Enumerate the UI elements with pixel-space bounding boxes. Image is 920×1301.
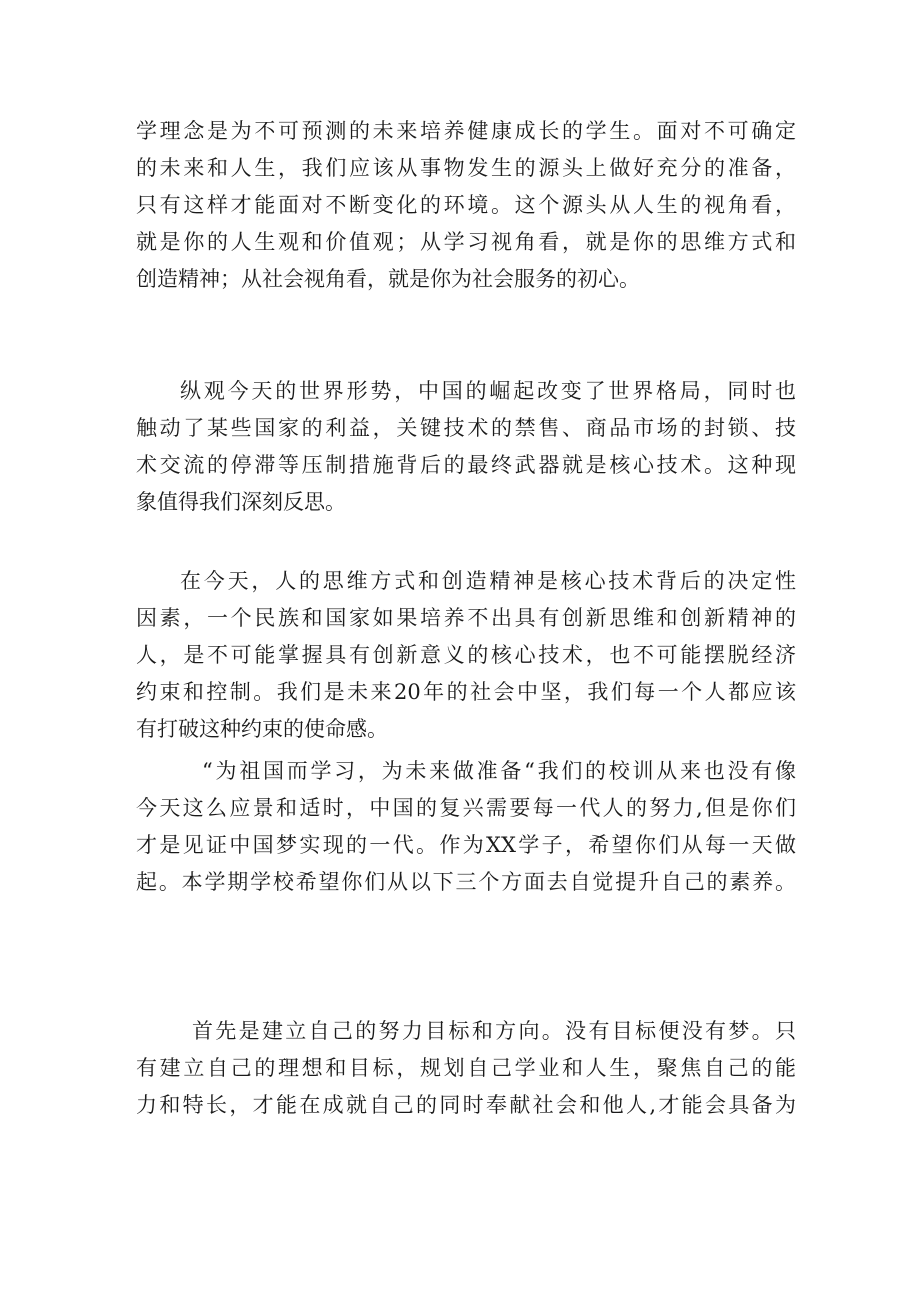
paragraph-2 bbox=[136, 373, 796, 521]
text-line: 象值得我们深刻反思。 bbox=[136, 490, 346, 514]
text-line: 今天这么应景和适时，中国的复兴需要每一代人的努力,但是你们 bbox=[136, 796, 796, 820]
text-line: 起。本学期学校希望你们从以下三个方面去自觉提升自己的素养。 bbox=[136, 870, 796, 894]
text-line: 力和特长，才能在成就自己的同时奉献社会和他人,才能会具备为 bbox=[136, 1093, 796, 1117]
paragraph-4 bbox=[136, 753, 796, 901]
text-line: 在今天，人的思维方式和创造精神是核心技术背后的决定性 bbox=[180, 569, 796, 593]
text-line: 术交流的停滞等压制措施背后的最终武器就是核心技术。这种现 bbox=[136, 453, 796, 477]
text-line: 有建立自己的理想和目标，规划自己学业和人生，聚焦自己的能 bbox=[136, 1056, 796, 1080]
paragraph-1 bbox=[136, 113, 796, 298]
text-line: 有打破这种约束的使命感。 bbox=[136, 717, 388, 741]
text-line: 才是见证中国梦实现的一代。作为XX学子，希望你们从每一天做 bbox=[136, 833, 796, 857]
text-line: 人，是不可能掌握具有创新意义的核心技术，也不可能摆脱经济 bbox=[136, 643, 796, 667]
text-line: 约束和控制。我们是未来20年的社会中坚，我们每一个人都应该 bbox=[136, 680, 796, 704]
text-line: 因素，一个民族和国家如果培养不出具有创新思维和创新精神的 bbox=[136, 606, 796, 630]
text-line: 创造精神；从社会视角看，就是你为社会服务的初心。 bbox=[136, 267, 640, 291]
text-line: 学理念是为不可预测的未来培养健康成长的学生。面对不可确定 bbox=[136, 119, 796, 143]
text-line: “为祖国而学习，为未来做准备“我们的校训从来也没有像 bbox=[202, 759, 796, 783]
text-line: 的未来和人生，我们应该从事物发生的源头上做好充分的准备， bbox=[136, 156, 796, 180]
text-line: 触动了某些国家的利益，关键技术的禁售、商品市场的封锁、技 bbox=[136, 416, 796, 440]
paragraph-5 bbox=[136, 1013, 796, 1124]
text-line: 首先是建立自己的努力目标和方向。没有目标便没有梦。只 bbox=[192, 1019, 796, 1043]
text-line: 只有这样才能面对不断变化的环境。这个源头从人生的视角看， bbox=[136, 193, 796, 217]
text-line: 就是你的人生观和价值观；从学习视角看，就是你的思维方式和 bbox=[136, 230, 796, 254]
paragraph-3 bbox=[136, 563, 796, 748]
text-line: 纵观今天的世界形势，中国的崛起改变了世界格局，同时也 bbox=[180, 379, 796, 403]
